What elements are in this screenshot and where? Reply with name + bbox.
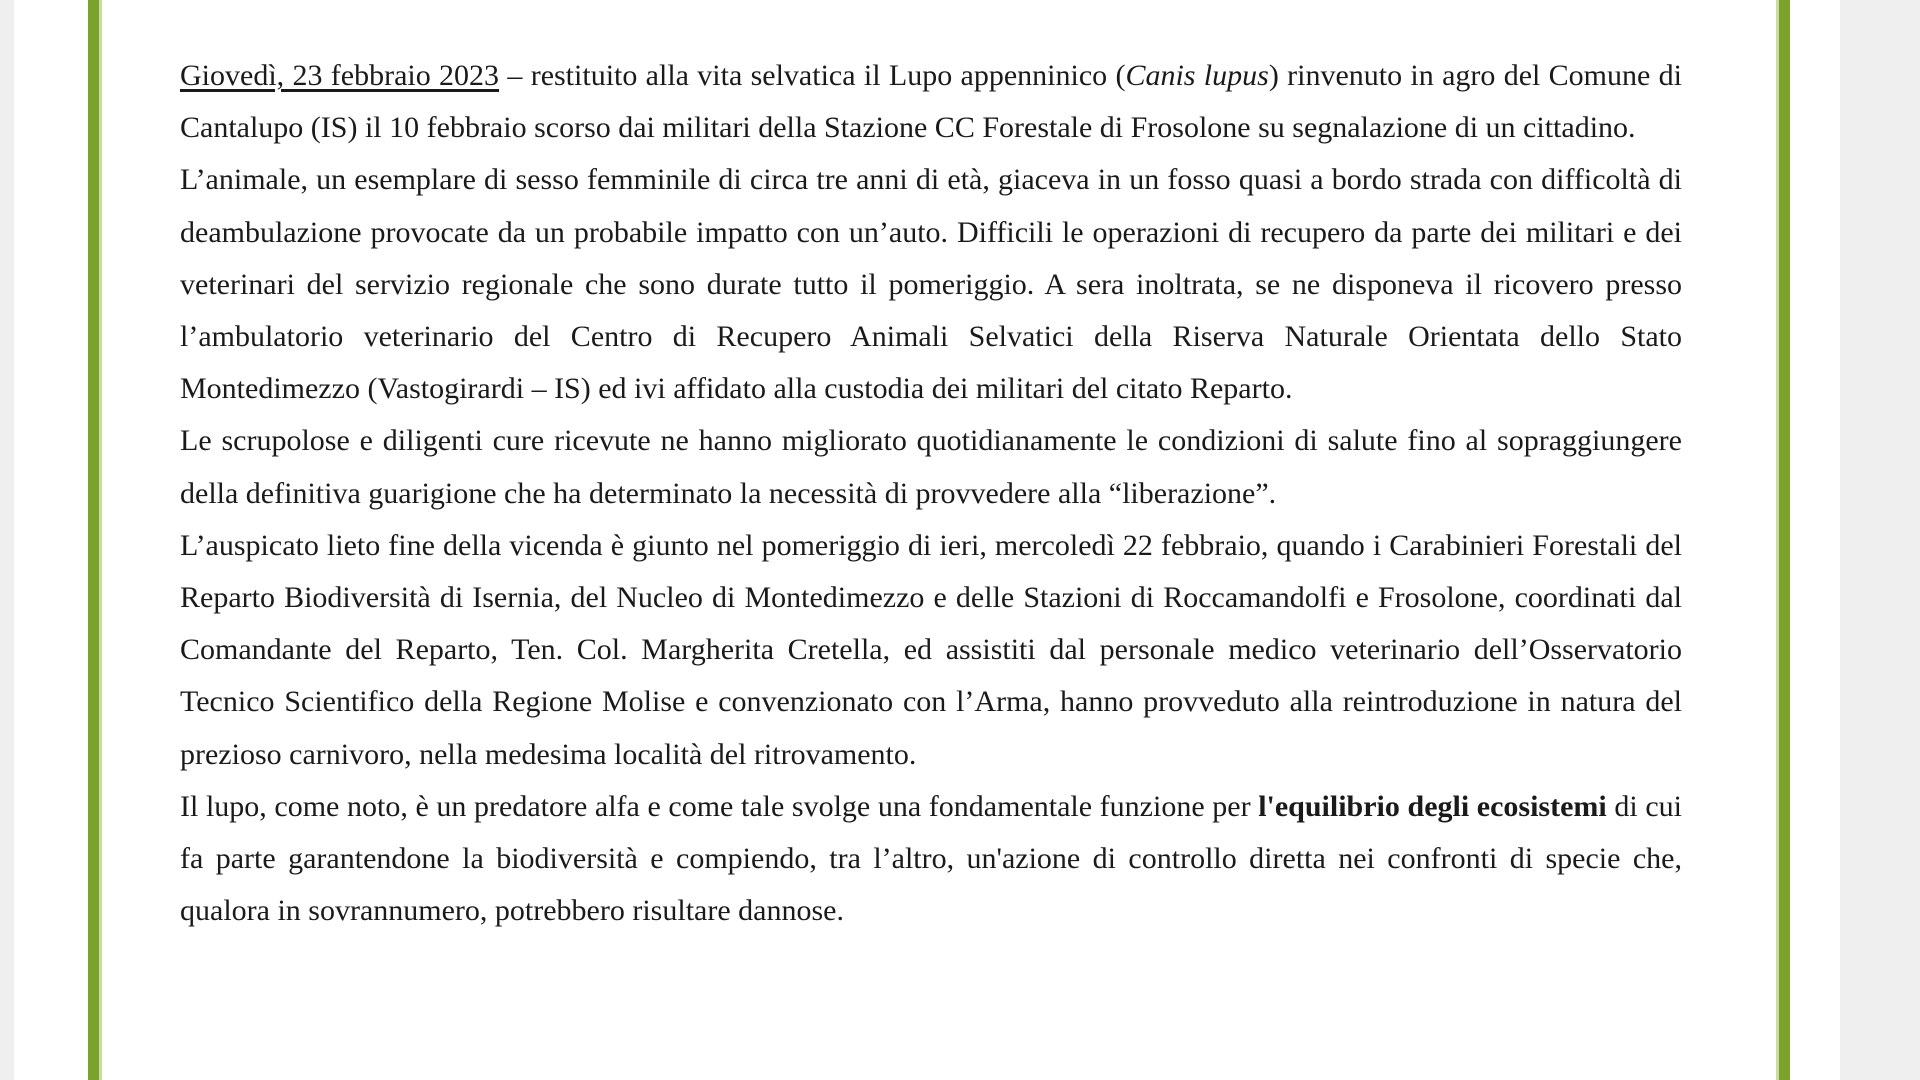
paragraph-1-text-b: ) rinvenuto in agro del Comune di Cantalupo (IS) il 10 febbraio scorso dai militari della Stazione CC Forestale di Frosolone su segnalazione di un cittadino. bbox=[180, 59, 1682, 145]
species-name: Canis lupus bbox=[1125, 59, 1269, 92]
viewer-gutter bbox=[1840, 0, 1920, 1080]
article-body bbox=[180, 50, 1682, 937]
paragraph-5-text-a: Il lupo, come noto, è un predatore alfa e come tale svolge una fondamentale funzione per bbox=[180, 789, 1259, 823]
document-page bbox=[14, 0, 1840, 1080]
paragraph-2: L’animale, un esemplare di sesso femminile di circa tre anni di età, giaceva in un fosso quasi a bordo strada con difficoltà di deambulazione provocate da un probabile impatto con un’auto. Difficili le operazioni di recupero da parte dei militari e dei veterinari del servizio regionale che sono durate tutto il pomeriggio. A sera inoltrata, se ne disponeva il ricovero presso l’ambulatorio veterinario del Centro di Recupero Animali Selvatici della Riserva Naturale Orientata dello Stato Montedimezzo (Vastogirardi – IS) ed ivi affidato alla custodia dei militari del citato Reparto. bbox=[180, 163, 1682, 406]
paragraph-1 bbox=[180, 50, 1682, 154]
paragraph-3: Le scrupolose e diligenti cure ricevute ne hanno migliorato quotidianamente le condizioni di salute fino al sopraggiungere della definitiva guarigione che ha determinato la necessità di provvedere alla “liberazione”. bbox=[180, 424, 1682, 510]
paragraph-5-text-b: di cui fa parte garantendone la biodiversità e compiendo, tra l’altro, un'azione di controllo diretta nei confronti di specie che, qualora in sovrannumero, potrebbero risultare dannose. bbox=[180, 789, 1682, 928]
paragraph-4: L’auspicato lieto fine della vicenda è giunto nel pomeriggio di ieri, mercoledì 22 febbraio, quando i Carabinieri Forestali del Reparto Biodiversità di Isernia, del Nucleo di Montedimezzo e delle Stazioni di Roccamandolfi e Frosolone, coordinati dal Comandante del Reparto, Ten. Col. Margherita Cretella, ed assistiti dal personale medico veterinario dell’Osservatorio Tecnico Scientifico della Regione Molise e convenzionato con l’Arma, hanno provveduto alla reintroduzione in natura del prezioso carnivoro, nella medesima località del ritrovamento. bbox=[180, 528, 1682, 771]
paragraph-5-bold: l'equilibrio degli ecosistemi bbox=[1258, 789, 1607, 823]
paragraph-5 bbox=[180, 781, 1682, 938]
article-date: Giovedì, 23 febbraio 2023 bbox=[180, 59, 500, 92]
paragraph-1-text-a: – restituito alla vita selvatica il Lupo appenninico ( bbox=[499, 59, 1126, 92]
